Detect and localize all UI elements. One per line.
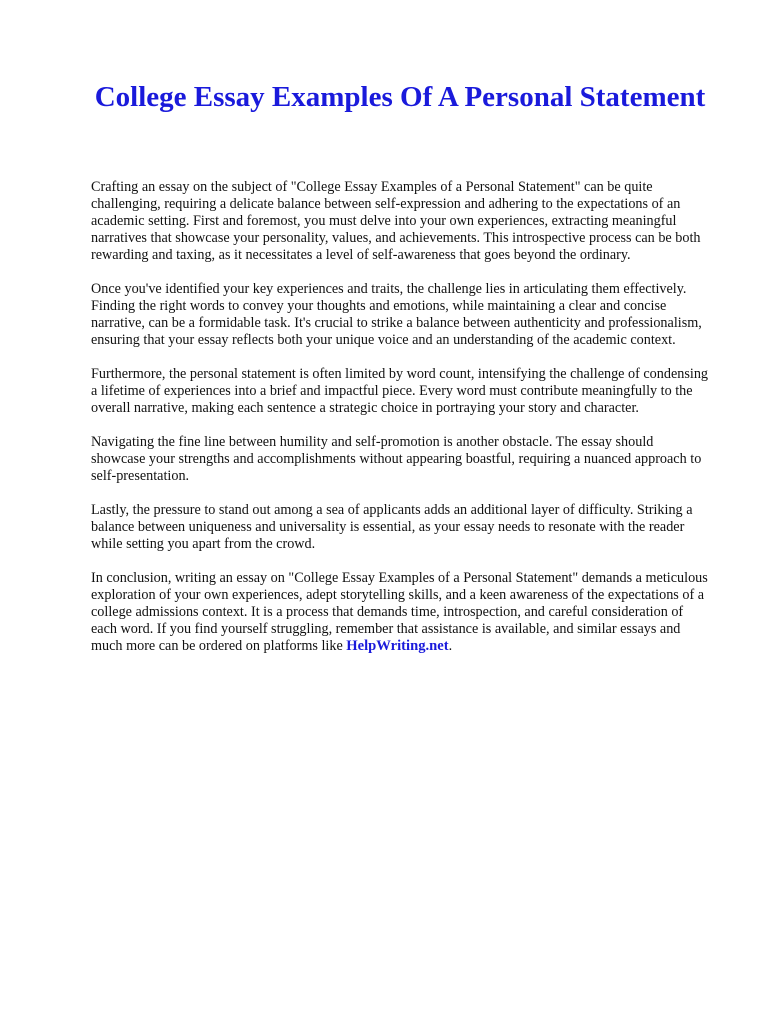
conclusion-period: . [448,638,453,654]
page-title: College Essay Examples Of A Personal Statement [94,81,706,113]
paragraph-1: Crafting an essay on the subject of "College Essay Examples of a Personal Statement" can be quite challenging, requiring a delicate balance between self-expression and adhering to the expectations of an academic setting. First and foremost, you must delve into your own experiences, extracting meaningful narratives that showcase your personality, values, and achievements. This introspective process can be both rewarding and taxing, as it necessitates a level of self-awareness that goes beyond the ordinary. [91,179,701,263]
document-body [91,179,709,672]
helpwriting-link[interactable]: HelpWriting.net [346,638,449,654]
paragraph-4: Navigating the fine line between humility and self-promotion is another obstacle. The essay should showcase your strengths and accomplishments without appearing boastful, requiring a nuanced approach to self-presentation. [91,434,702,484]
conclusion-text: In conclusion, writing an essay on "College Essay Examples of a Personal Statement" demands a meticulous exploration of your own experiences, adept storytelling skills, and a keen awareness of the expectations of a college admissions context. It is a process that demands time, introspection, and careful consideration of each word. If you find yourself struggling, remember that assistance is available, and similar essays and much more can be ordered on platforms like [91,570,708,654]
paragraph-5: Lastly, the pressure to stand out among a sea of applicants adds an additional layer of difficulty. Striking a balance between uniqueness and universality is essential, as your essay needs to resonate with the reader while setting you apart from the crowd. [91,502,693,552]
paragraph-2: Once you've identified your key experiences and traits, the challenge lies in articulating them effectively. Finding the right words to convey your thoughts and emotions, while maintaining a clear and concise narrative, can be a formidable task. It's crucial to strike a balance between authenticity and professionalism, ensuring that your essay reflects both your unique voice and an understanding of the academic context. [91,281,702,348]
paragraph-conclusion [91,570,709,655]
paragraph-3: Furthermore, the personal statement is often limited by word count, intensifying the challenge of condensing a lifetime of experiences into a brief and impactful piece. Every word must contribute meaningfully to the overall narrative, making each sentence a strategic choice in portraying your story and character. [91,366,709,416]
